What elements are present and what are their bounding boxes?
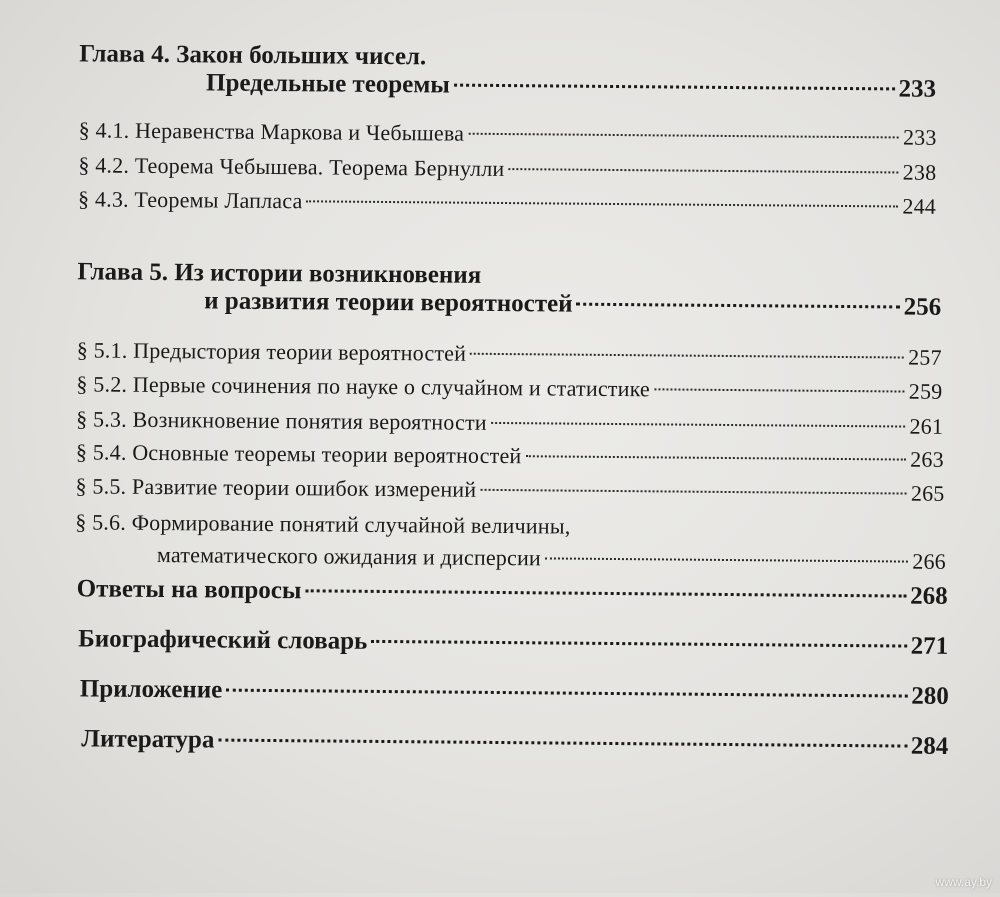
- dot-leader: [545, 557, 908, 562]
- page-number: 268: [910, 582, 948, 610]
- dot-leader: [480, 489, 907, 495]
- back-matter-label: Биографический словарь: [78, 625, 368, 655]
- page-number: 244: [902, 193, 937, 219]
- section-label: § 5.4. Основные теоремы теории вероятностей: [75, 439, 522, 469]
- section-label: § 5.3. Возникновение понятия вероятности: [76, 406, 487, 435]
- toc-entry: [77, 337, 942, 371]
- back-matter-entry: [80, 675, 949, 711]
- back-matter-label: Приложение: [79, 675, 223, 704]
- dot-leader: [226, 689, 907, 698]
- section-label: § 4.1. Неравенства Маркова и Чебышева: [78, 117, 465, 146]
- toc-entry: [76, 371, 942, 405]
- back-matter-entry: [78, 625, 948, 661]
- page-number: 259: [908, 378, 943, 404]
- dot-leader: [470, 353, 904, 359]
- dot-leader: [525, 455, 906, 460]
- section-label: § 4.2. Теорема Чебышева. Теорема Бернулли: [78, 152, 505, 182]
- dot-leader: [468, 133, 899, 139]
- toc-entry: [76, 439, 944, 473]
- page-number: 266: [912, 548, 947, 574]
- page-number: 280: [911, 682, 949, 710]
- page-number: 233: [902, 124, 937, 150]
- dot-leader: [508, 168, 898, 173]
- dot-leader: [491, 422, 906, 428]
- section-label: § 5.6. Формирование понятий случайной величины,: [75, 509, 571, 539]
- chapter-4-subtitle: Предельные теоремы: [205, 69, 451, 99]
- chapter-4-entry: [206, 69, 936, 103]
- toc-entry: [78, 152, 936, 185]
- back-matter-entry: [81, 725, 948, 761]
- toc-entry: [79, 117, 937, 150]
- back-matter-label: Ответы на вопросы: [76, 575, 302, 605]
- toc-entry: [157, 542, 946, 575]
- page-number: 284: [910, 732, 949, 760]
- dot-leader: [454, 84, 895, 91]
- back-matter-entry: [77, 575, 948, 611]
- dot-leader: [577, 303, 900, 309]
- page-number: 271: [910, 632, 949, 660]
- page-number: 263: [910, 446, 944, 472]
- page-number: 233: [898, 75, 937, 103]
- dot-leader: [371, 640, 906, 648]
- back-matter-label: Литература: [81, 725, 215, 754]
- chapter-4-title: Глава 4. Закон больших чисел.: [79, 40, 427, 71]
- toc-entry: [75, 473, 944, 507]
- dot-leader: [305, 589, 906, 597]
- section-label: § 5.2. Первые сочинения по науке о случайном и статистике: [76, 371, 651, 402]
- chapter-5-entry: [204, 287, 941, 321]
- section-label: § 5.1. Предыстория теории вероятностей: [76, 337, 467, 366]
- section-label: § 5.5. Развитие теории ошибок измерений: [75, 473, 477, 502]
- dot-leader: [218, 739, 906, 748]
- dot-leader: [654, 388, 905, 392]
- page-number: 238: [902, 159, 937, 185]
- chapter-5-subtitle: и развития теории вероятностей: [204, 287, 573, 318]
- page-number: 256: [903, 293, 942, 321]
- page-number: 257: [908, 344, 942, 370]
- section-label-continued: математического ожидания и дисперсии: [156, 542, 542, 571]
- toc-entry: [78, 186, 936, 219]
- section-label: § 4.3. Теоремы Лапласа: [77, 186, 303, 214]
- chapter-5-title: Глава 5. Из истории возникновения: [77, 258, 482, 289]
- page-number: 261: [909, 413, 944, 439]
- toc-entry: [76, 406, 943, 440]
- dot-leader: [307, 200, 899, 207]
- site-watermark: www.ay.by: [935, 875, 992, 889]
- page-number: 265: [910, 480, 945, 506]
